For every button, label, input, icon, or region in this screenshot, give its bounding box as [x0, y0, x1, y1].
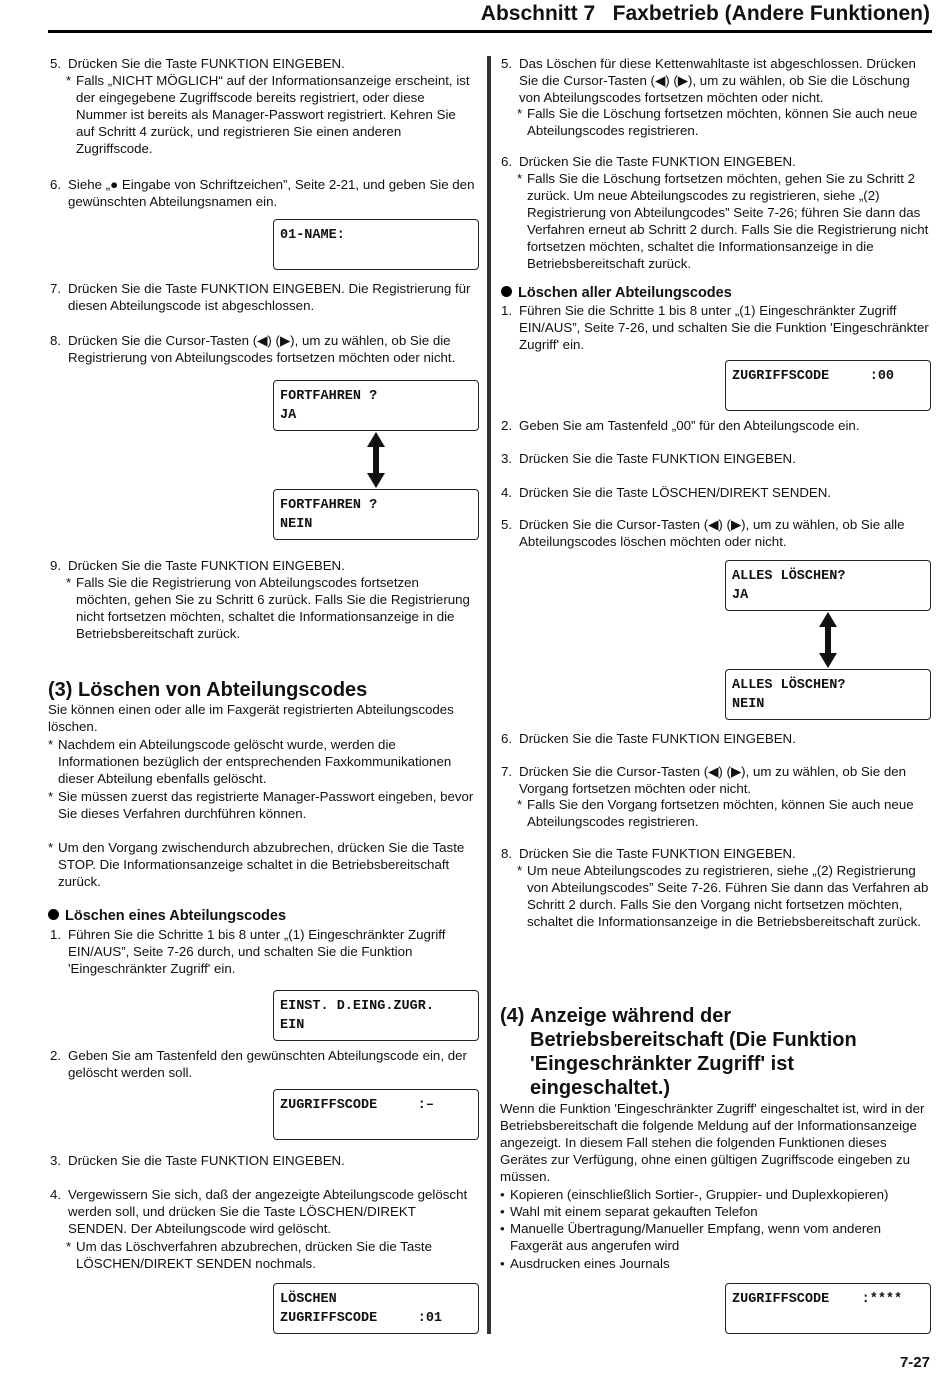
left-step-6: 6. Siehe „● Eingabe von Schriftzeichen”, Seite 2-21, und geben Sie den gewünschten Abteilungsnamen ein. [50, 177, 475, 209]
all-step-7: 7. Drücken Sie die Cursor-Tasten (◀) (▶), um zu wählen, ob Sie den Vorgang fortsetzen möchten oder nicht. [501, 764, 907, 796]
left-step-5: 5. Drücken Sie die Taste FUNKTION EINGEBEN. [50, 56, 345, 71]
section-3-intro: Sie können einen oder alle im Faxgerät registrierten Abteilungscodes löschen. [48, 702, 454, 734]
section-3-note-3: * Um den Vorgang zwischendurch abzubrechen, drücken Sie die Taste STOP. Die Informationsanzeige schaltet in die Betriebsbereitschaft zurück. [48, 840, 465, 889]
lcd-fortfahren-nein: FORTFAHREN ? NEIN [273, 489, 479, 540]
page-number: 7-27 [899, 1354, 930, 1371]
lcd-alles-loeschen-nein: ALLES LÖSCHEN? NEIN [725, 669, 931, 720]
left-step-8: 8. Drücken Sie die Cursor-Tasten (◀) (▶), um zu wählen, ob Sie die Registrierung von Abteilungscodes fortsetzen möchten oder nicht. [50, 333, 456, 365]
all-step-3: 3. Drücken Sie die Taste FUNKTION EINGEBEN. [501, 451, 796, 466]
all-step-5: 5. Drücken Sie die Cursor-Tasten (◀) (▶), um zu wählen, ob Sie alle Abteilungscodes löschen möchten oder nicht. [501, 517, 905, 549]
all-step-1: 1. Führen Sie die Schritte 1 bis 8 unter „(1) Eingeschränkter Zugriff EIN/AUS”, Seite 7-26, und schalten Sie die Funktion 'Eingeschränkter Zugriff' ein. [501, 303, 929, 352]
section-3-note-2: * Sie müssen zuerst das registrierte Manager-Passwort eingeben, bevor Sie dieses Verfahren durchführen können. [48, 789, 474, 821]
bullet-dot-icon [501, 286, 512, 297]
lcd-alles-loeschen-ja: ALLES LÖSCHEN? JA [725, 560, 931, 611]
updown-arrow-icon [818, 612, 838, 668]
all-note-7: * Falls Sie den Vorgang fortsetzen möchten, können Sie auch neue Abteilungscodes registrieren. [517, 797, 914, 829]
column-divider [487, 56, 491, 1334]
all-step-2: 2. Geben Sie am Tastenfeld „00” für den Abteilungscode ein. [501, 418, 860, 433]
subsection-delete-all-title: Löschen aller Abteilungscodes [501, 284, 931, 302]
section-3-title: (3) Löschen von Abteilungscodes [48, 679, 368, 701]
one-step-2: 2. Geben Sie am Tastenfeld den gewünschten Abteilungscode ein, der gelöscht werden soll. [50, 1048, 467, 1080]
section-4-bullet: • Ausdrucken eines Journals [500, 1256, 670, 1271]
subsection-delete-one-title: Löschen eines Abteilungscodes [48, 907, 478, 925]
all-step-6: 6. Drücken Sie die Taste FUNKTION EINGEBEN. [501, 731, 796, 746]
section-4-title: (4) Anzeige während der Betriebsbereitschaft (Die Funktion 'Eingeschränkter Zugriff' ist eingeschaltet.) [500, 1005, 857, 1099]
left-step-7: 7. Drücken Sie die Taste FUNKTION EINGEBEN. Die Registrierung für diesen Abteilungscode ist abgeschlossen. [50, 281, 471, 313]
page-header [0, 0, 950, 34]
section-4-intro: Wenn die Funktion 'Eingeschränkter Zugriff' eingeschaltet ist, wird in der Betriebsbereitschaft die folgende Meldung auf der Informationsanzeige angezeigt. In diesem Fall stehen die folgenden Funktionen dieses Gerätes zur Verfügung, ohne einen gültigen Zugriffscode eingeben zu müssen. [500, 1101, 925, 1184]
right-step-5: 5. Das Löschen für diese Kettenwahltaste ist abgeschlossen. Drücken Sie die Cursor-Tasten (◀) (▶), um zu wählen, ob Sie die Löschung von Abteilungscodes fortsetzen möchten oder nicht. [501, 56, 916, 105]
updown-arrow-icon [366, 432, 386, 488]
one-step-1: 1. Führen Sie die Schritte 1 bis 8 unter „(1) Eingeschränkter Zugriff EIN/AUS”, Seite 7-26 durch, und schalten Sie die Funktion 'Eingeschränkter Zugriff' ein. [50, 927, 446, 976]
left-note-5: * Falls „NICHT MÖGLICH“ auf der Informationsanzeige erscheint, ist der eingegebene Zugriffscode bereits registriert, oder diese Nummer ist bereits als Manager-Passwort registriert. Kehren Sie auf Schritt 4 zurück, und registrieren Sie einen anderen Zugriffscode. [66, 73, 470, 156]
one-note-4: * Um das Löschverfahren abzubrechen, drücken Sie die Taste LÖSCHEN/DIREKT SENDEN nochmals. [66, 1239, 433, 1271]
all-step-4: 4. Drücken Sie die Taste LÖSCHEN/DIREKT SENDEN. [501, 485, 832, 500]
lcd-einst-eing-zugr: EINST. D.EING.ZUGR. EIN [273, 990, 479, 1041]
lcd-zugriffscode-00: ZUGRIFFSCODE :00 [725, 360, 931, 411]
section-4-bullet: • Wahl mit einem separat gekauften Telefon [500, 1204, 758, 1219]
header-title: Abschnitt 7 Faxbetrieb (Andere Funktionen) [480, 2, 930, 25]
bullet-dot-icon [48, 909, 59, 920]
right-note-5: * Falls Sie die Löschung fortsetzen möchten, können Sie auch neue Abteilungscodes registrieren. [517, 106, 918, 138]
section-4-bullet: • Manuelle Übertragung/Manueller Empfang, wenn vom anderen Faxgerät aus angerufen wird [500, 1221, 882, 1253]
header-rule [48, 30, 932, 33]
lcd-loeschen-zugriffscode: LÖSCHEN ZUGRIFFSCODE :01 [273, 1283, 479, 1334]
lcd-zugriffscode-dash: ZUGRIFFSCODE :– [273, 1089, 479, 1140]
left-note-9: * Falls Sie die Registrierung von Abteilungscodes fortsetzen möchten, gehen Sie zu Schritt 6 zurück. Falls Sie die Registrierung nicht fortsetzen möchten, schaltet die Informationsanzeige in die Betriebsbereitschaft zurück. [66, 575, 470, 641]
all-note-8: * Um neue Abteilungscodes zu registrieren, siehe „(2) Registrierung von Abteilungscodes” Seite 7-26. Führen Sie dann das Verfahren ab Schritt 2 durch. Falls Sie den Vorgang nicht fortsetzen möchten, schaltet die Informationsanzeige in die Betriebsbereitschaft zurück. [517, 863, 929, 929]
one-step-4: 4. Vergewissern Sie sich, daß der angezeigte Abteilungscode gelöscht werden soll, und drücken Sie die Taste LÖSCHEN/DIREKT SENDEN. Der Abteilungscode wird gelöscht. [50, 1187, 468, 1236]
all-step-8: 8. Drücken Sie die Taste FUNKTION EINGEBEN. [501, 846, 796, 861]
section-4-bullet: • Kopieren (einschließlich Sortier-, Gruppier- und Duplexkopieren) [500, 1187, 889, 1202]
one-step-3: 3. Drücken Sie die Taste FUNKTION EINGEBEN. [50, 1153, 345, 1168]
left-step-9: 9. Drücken Sie die Taste FUNKTION EINGEBEN. [50, 558, 345, 573]
lcd-fortfahren-ja: FORTFAHREN ? JA [273, 380, 479, 431]
lcd-zugriffscode-stars: ZUGRIFFSCODE :**** [725, 1283, 931, 1334]
right-step-6: 6. Drücken Sie die Taste FUNKTION EINGEBEN. [501, 154, 796, 169]
right-note-6: * Falls Sie die Löschung fortsetzen möchten, gehen Sie zu Schritt 2 zurück. Um neue Abteilungscodes zu registrieren, siehe „(2) Registrierung von Abteilungcodes” Seite 7-26; führen Sie dann das Verfahren erneut ab Schritt 2 durch. Falls Sie die Registrierung nicht fortsetzen möchten, schaltet die Informationsanzeige in die Betriebsbereitschaft zurück. [517, 171, 929, 271]
lcd-name-display: 01-NAME: [273, 219, 479, 270]
section-3-note-1: * Nachdem ein Abteilungscode gelöscht wurde, werden die Informationen bezüglich der entsprechenden Faxkommunikationen dieser Abteilung ebenfalls gelöscht. [48, 737, 452, 786]
